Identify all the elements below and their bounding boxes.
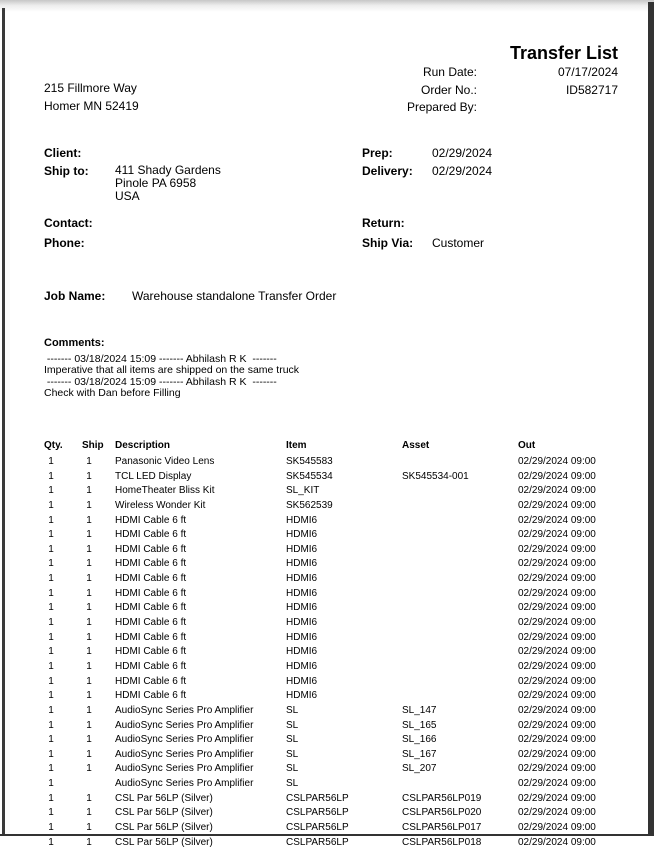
cell-desc: HDMI Cable 6 ft xyxy=(115,514,187,526)
cell-desc: AudioSync Series Pro Amplifier xyxy=(115,778,254,790)
table-row xyxy=(0,572,654,587)
table-header xyxy=(0,440,654,455)
client-label: Client: xyxy=(44,146,82,160)
table-row xyxy=(0,470,654,485)
cell-ship: 1 xyxy=(86,704,92,716)
cell-qty: 1 xyxy=(48,748,54,760)
cell-out: 02/29/2024 09:00 xyxy=(518,602,596,614)
cell-qty: 1 xyxy=(48,792,54,804)
col-header-item: Item xyxy=(286,440,307,451)
cell-asset: SL_167 xyxy=(402,748,437,760)
job-name-label: Job Name: xyxy=(44,289,106,303)
run-date-value: 07/17/2024 xyxy=(557,65,618,79)
ship-to-address xyxy=(115,164,221,203)
comment-line: ------- 03/18/2024 15:09 ------- Abhilash R K ------- xyxy=(44,375,277,388)
cell-desc: HDMI Cable 6 ft xyxy=(115,573,187,585)
cell-desc: AudioSync Series Pro Amplifier xyxy=(115,763,254,775)
cell-desc: CSL Par 56LP (Silver) xyxy=(115,836,213,848)
table-row xyxy=(0,704,654,719)
cell-desc: HDMI Cable 6 ft xyxy=(115,631,187,643)
cell-ship: 1 xyxy=(86,690,92,702)
cell-item: HDMI6 xyxy=(286,646,318,658)
cell-ship: 1 xyxy=(86,763,92,775)
cell-qty: 1 xyxy=(48,529,54,541)
table-row xyxy=(0,806,654,821)
cell-desc: Wireless Wonder Kit xyxy=(115,499,206,511)
ship-to-line: USA xyxy=(115,189,140,203)
cell-qty: 1 xyxy=(48,558,54,570)
table-row xyxy=(0,675,654,690)
cell-ship: 1 xyxy=(86,807,92,819)
cell-item: CSLPAR56LP xyxy=(286,822,349,834)
cell-qty: 1 xyxy=(48,543,54,555)
cell-desc: CSL Par 56LP (Silver) xyxy=(115,822,213,834)
cell-desc: AudioSync Series Pro Amplifier xyxy=(115,748,254,760)
cell-desc: HDMI Cable 6 ft xyxy=(115,646,187,658)
table-row xyxy=(0,748,654,763)
cell-desc: HDMI Cable 6 ft xyxy=(115,587,187,599)
prep-label: Prep: xyxy=(362,146,393,160)
table-row xyxy=(0,528,654,543)
cell-ship: 1 xyxy=(86,529,92,541)
cell-asset: SL_207 xyxy=(402,763,437,775)
delivery-label: Delivery: xyxy=(362,164,413,178)
cell-qty: 1 xyxy=(48,719,54,731)
prepared-by-label: Prepared By: xyxy=(406,100,477,114)
ship-via-value: Customer xyxy=(432,236,485,250)
cell-out: 02/29/2024 09:00 xyxy=(518,734,596,746)
cell-desc: HDMI Cable 6 ft xyxy=(115,617,187,629)
order-no-value: ID582717 xyxy=(565,82,618,97)
cell-ship: 1 xyxy=(86,734,92,746)
cell-out: 02/29/2024 09:00 xyxy=(518,587,596,599)
cell-qty: 1 xyxy=(48,822,54,834)
cell-item: HDMI6 xyxy=(286,675,318,687)
cell-qty: 1 xyxy=(48,456,54,467)
cell-item: HDMI6 xyxy=(286,690,318,702)
cell-out: 02/29/2024 09:00 xyxy=(518,675,596,687)
table-row xyxy=(0,645,654,660)
cell-desc: HDMI Cable 6 ft xyxy=(115,675,187,687)
cell-qty: 1 xyxy=(48,660,54,672)
cell-item: HDMI6 xyxy=(286,660,318,672)
cell-ship: 1 xyxy=(86,602,92,614)
cell-ship: 1 xyxy=(86,675,92,687)
table-row xyxy=(0,499,654,514)
cell-asset: CSLPAR56LP018 xyxy=(402,836,482,848)
cell-item: SK545534 xyxy=(286,470,333,482)
header-meta-values xyxy=(528,64,618,99)
cell-item: HDMI6 xyxy=(286,529,318,541)
cell-qty: 1 xyxy=(48,485,54,497)
comments-body xyxy=(44,354,299,399)
cell-qty: 1 xyxy=(48,602,54,614)
cell-qty: 1 xyxy=(48,690,54,702)
cell-out: 02/29/2024 09:00 xyxy=(518,499,596,511)
prep-value: 02/29/2024 xyxy=(432,146,493,160)
cell-asset: SL_147 xyxy=(402,704,437,716)
cell-ship: 1 xyxy=(86,456,92,467)
cell-ship: 1 xyxy=(86,792,92,804)
cell-item: SL_KIT xyxy=(286,485,320,497)
cell-item: HDMI6 xyxy=(286,543,318,555)
table-row xyxy=(0,762,654,777)
cell-desc: HDMI Cable 6 ft xyxy=(115,660,187,672)
order-no-label: Order No.: xyxy=(420,82,477,97)
cell-out: 02/29/2024 09:00 xyxy=(518,617,596,629)
cell-qty: 1 xyxy=(48,573,54,585)
ship-via-label: Ship Via: xyxy=(362,236,414,250)
col-header-description: Description xyxy=(115,440,171,451)
cell-ship: 1 xyxy=(86,822,92,834)
cell-out: 02/29/2024 09:00 xyxy=(518,719,596,731)
comment-line: Check with Dan before Filling xyxy=(44,386,181,399)
cell-out: 02/29/2024 09:00 xyxy=(518,456,596,467)
col-header-qty: Qty. xyxy=(44,440,63,451)
col-header-ship: Ship xyxy=(82,440,104,451)
cell-out: 02/29/2024 09:00 xyxy=(518,543,596,555)
cell-qty: 1 xyxy=(48,675,54,687)
table-row xyxy=(0,484,654,499)
cell-out: 02/29/2024 09:00 xyxy=(518,792,596,804)
cell-desc: HomeTheater Bliss Kit xyxy=(115,485,215,497)
phone-label: Phone: xyxy=(44,236,85,250)
cell-item: HDMI6 xyxy=(286,617,318,629)
cell-ship: 1 xyxy=(86,470,92,482)
table-row xyxy=(0,660,654,675)
cell-desc: HDMI Cable 6 ft xyxy=(115,558,187,570)
table-row xyxy=(0,543,654,558)
cell-qty: 1 xyxy=(48,763,54,775)
table-row xyxy=(0,455,654,470)
cell-item: HDMI6 xyxy=(286,558,318,570)
job-name-value: Warehouse standalone Transfer Order xyxy=(132,289,337,303)
ship-to-line: 411 Shady Gardens xyxy=(115,163,221,177)
cell-out: 02/29/2024 09:00 xyxy=(518,529,596,541)
cell-ship: 1 xyxy=(86,660,92,672)
cell-out: 02/29/2024 09:00 xyxy=(518,660,596,672)
cell-out: 02/29/2024 09:00 xyxy=(518,485,596,497)
cell-ship: 1 xyxy=(86,573,92,585)
cell-desc: CSL Par 56LP (Silver) xyxy=(115,792,213,804)
cell-ship: 1 xyxy=(86,485,92,497)
table-row xyxy=(0,587,654,602)
cell-ship: 1 xyxy=(86,719,92,731)
table-row xyxy=(0,514,654,529)
cell-out: 02/29/2024 09:00 xyxy=(518,704,596,716)
cell-qty: 1 xyxy=(48,587,54,599)
cell-qty: 1 xyxy=(48,836,54,848)
cell-desc: HDMI Cable 6 ft xyxy=(115,602,187,614)
table-row xyxy=(0,616,654,631)
contact-label: Contact: xyxy=(44,216,93,230)
table-row xyxy=(0,689,654,704)
table-row xyxy=(0,719,654,734)
table-row xyxy=(0,601,654,616)
cell-ship: 1 xyxy=(86,558,92,570)
cell-out: 02/29/2024 09:00 xyxy=(518,631,596,643)
cell-desc: HDMI Cable 6 ft xyxy=(115,529,187,541)
cell-ship: 1 xyxy=(86,748,92,760)
cell-out: 02/29/2024 09:00 xyxy=(518,646,596,658)
address-line-2: Homer MN 52419 xyxy=(44,99,139,113)
cell-out: 02/29/2024 09:00 xyxy=(518,748,596,760)
return-label: Return: xyxy=(362,216,405,230)
cell-item: HDMI6 xyxy=(286,573,318,585)
cell-desc: HDMI Cable 6 ft xyxy=(115,690,187,702)
cell-ship: 1 xyxy=(86,499,92,511)
cell-ship: 1 xyxy=(86,587,92,599)
cell-asset: SK545534-001 xyxy=(402,470,469,482)
cell-desc: TCL LED Display xyxy=(115,470,192,482)
cell-item: SL xyxy=(286,763,299,775)
address-line-1: 215 Fillmore Way xyxy=(44,81,137,95)
cell-out: 02/29/2024 09:00 xyxy=(518,470,596,482)
cell-qty: 1 xyxy=(48,617,54,629)
cell-qty: 1 xyxy=(48,807,54,819)
cell-desc: AudioSync Series Pro Amplifier xyxy=(115,719,254,731)
cell-asset: CSLPAR56LP020 xyxy=(402,807,482,819)
cell-qty: 1 xyxy=(48,514,54,526)
table-row xyxy=(0,836,654,850)
cell-out: 02/29/2024 09:00 xyxy=(518,690,596,702)
table-row xyxy=(0,557,654,572)
cell-out: 02/29/2024 09:00 xyxy=(518,778,596,790)
table-row xyxy=(0,733,654,748)
cell-out: 02/29/2024 09:00 xyxy=(518,836,596,848)
cell-ship: 1 xyxy=(86,631,92,643)
cell-ship: 1 xyxy=(86,836,92,848)
cell-qty: 1 xyxy=(48,499,54,511)
cell-desc: HDMI Cable 6 ft xyxy=(115,543,187,555)
cell-out: 02/29/2024 09:00 xyxy=(518,573,596,585)
cell-qty: 1 xyxy=(48,778,54,790)
header-meta-labels xyxy=(407,64,477,117)
cell-asset: SL_166 xyxy=(402,734,437,746)
cell-out: 02/29/2024 09:00 xyxy=(518,763,596,775)
cell-out: 02/29/2024 09:00 xyxy=(518,514,596,526)
cell-desc: CSL Par 56LP (Silver) xyxy=(115,807,213,819)
cell-item: CSLPAR56LP xyxy=(286,807,349,819)
company-address xyxy=(44,79,139,115)
cell-item: CSLPAR56LP xyxy=(286,836,349,848)
cell-item: HDMI6 xyxy=(286,631,318,643)
cell-asset: CSLPAR56LP017 xyxy=(402,822,482,834)
table-row xyxy=(0,792,654,807)
cell-out: 02/29/2024 09:00 xyxy=(518,807,596,819)
cell-ship: 1 xyxy=(86,617,92,629)
cell-qty: 1 xyxy=(48,646,54,658)
col-header-asset: Asset xyxy=(402,440,430,451)
table-row xyxy=(0,631,654,646)
cell-ship: 1 xyxy=(86,646,92,658)
cell-item: SL xyxy=(286,748,299,760)
cell-asset: SL_165 xyxy=(402,719,437,731)
table-row xyxy=(0,777,654,792)
delivery-value: 02/29/2024 xyxy=(432,164,493,178)
cell-desc: AudioSync Series Pro Amplifier xyxy=(115,704,254,716)
cell-item: SL xyxy=(286,704,299,716)
cell-ship: 1 xyxy=(86,514,92,526)
cell-item: SL xyxy=(286,734,299,746)
page-title: Transfer List xyxy=(509,43,618,63)
table-body xyxy=(0,455,654,848)
table-row xyxy=(0,821,654,836)
cell-out: 02/29/2024 09:00 xyxy=(518,558,596,570)
ship-to-label: Ship to: xyxy=(44,164,89,178)
cell-ship: 1 xyxy=(86,543,92,555)
comments-label: Comments: xyxy=(44,337,105,349)
comment-line: Imperative that all items are shipped on the same truck xyxy=(44,364,300,377)
cell-item: CSLPAR56LP xyxy=(286,792,349,804)
cell-item: SK562539 xyxy=(286,499,333,511)
cell-qty: 1 xyxy=(48,734,54,746)
cell-qty: 1 xyxy=(48,704,54,716)
cell-out: 02/29/2024 09:00 xyxy=(518,822,596,834)
cell-qty: 1 xyxy=(48,470,54,482)
col-header-out: Out xyxy=(518,440,536,451)
cell-item: HDMI6 xyxy=(286,602,318,614)
cell-item: SK545583 xyxy=(286,456,333,467)
cell-desc: AudioSync Series Pro Amplifier xyxy=(115,734,254,746)
comment-line: ------- 03/18/2024 15:09 ------- Abhilash R K ------- xyxy=(44,353,277,365)
cell-item: HDMI6 xyxy=(286,587,318,599)
run-date-label: Run Date: xyxy=(422,65,477,79)
cell-item: SL xyxy=(286,778,299,790)
cell-qty: 1 xyxy=(48,631,54,643)
cell-desc: Panasonic Video Lens xyxy=(115,456,215,467)
viewer-top-shadow xyxy=(0,0,654,12)
ship-to-line: Pinole PA 6958 xyxy=(115,176,197,190)
cell-item: SL xyxy=(286,719,299,731)
cell-asset: CSLPAR56LP019 xyxy=(402,792,482,804)
cell-item: HDMI6 xyxy=(286,514,318,526)
